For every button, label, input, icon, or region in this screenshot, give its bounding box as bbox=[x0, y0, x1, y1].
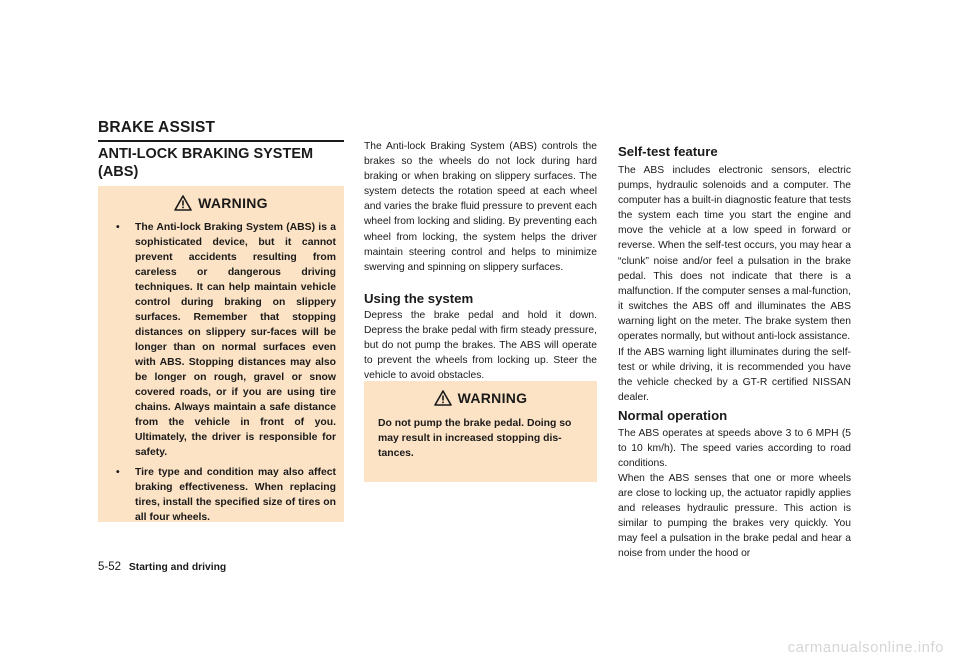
warning-text: Do not pump the brake pedal. Doing so may result in increased stopping dis-tances. bbox=[378, 418, 572, 459]
normal-operation-paragraph: The ABS operates at speeds above 3 to 6 MPH (5 to 10 km/h). The speed varies according to road conditions. bbox=[618, 428, 851, 470]
normal-operation-heading: Normal operation bbox=[618, 408, 728, 423]
warning-box bbox=[98, 186, 344, 522]
subsection-title: ANTI-LOCK BRAKING SYSTEM (ABS) bbox=[98, 146, 314, 180]
bullet-dot: • bbox=[116, 222, 120, 233]
abs-intro-paragraph: The Anti-lock Braking System (ABS) controls the brakes so the wheels do not lock during hard braking or when braking on slippery surfaces. The system detects the rotation speed at each wheel and varies the brake fluid pressure to prevent each wheel from locking and sliding. By preventing each wheel from locking, the system helps the driver maintain steering control and helps to minimize swerving and spinning on slippery surfaces. bbox=[364, 141, 597, 273]
using-system-paragraph: Depress the brake pedal and hold it down. Depress the brake pedal with firm steady pressure, but do not pump the brakes. The ABS will operate to prevent the wheels from locking up. Steer the vehicle to avoid obstacles. bbox=[364, 310, 597, 382]
warning-header bbox=[98, 195, 344, 211]
list-item bbox=[98, 465, 344, 525]
warning-item-text: The Anti-lock Braking System (ABS) is a sophisticated device, but it cannot prevent accidents resulting from careless or dangerous driving techniques. It can help maintain vehicle control during braking on slippery surfaces. Remember that stopping distances on slippery sur-faces will be longer than on normal surfaces even with ABS. Stopping distances may also be longer on rough, gravel or snow covered roads, or if you are using tire chains. Always maintain a safe distance from the vehicle in front of you. Ultimately, the driver is responsible for safety. bbox=[135, 222, 336, 458]
warning-list bbox=[98, 220, 344, 525]
section-title: BRAKE ASSIST bbox=[98, 119, 344, 142]
list-item bbox=[98, 220, 344, 460]
warning-box-2 bbox=[364, 381, 597, 482]
warning-item-text: Tire type and condition may also affect braking effectiveness. When replacing tires, install the specified size of tires on all four wheels. bbox=[135, 467, 336, 523]
page-number: 5-52 bbox=[98, 561, 122, 573]
footer-section-name: Starting and driving bbox=[128, 562, 227, 573]
self-test-paragraph: The ABS includes electronic sensors, electric pumps, hydraulic solenoids and a computer. The computer has a built-in diagnostic feature that tests the system each time you start the engine and move the vehicle at a low speed in forward or reverse. When the self-test occurs, you may hear a “clunk” noise and/or feel a pulsation in the brake pedal. This does not indicate that there is a malfunction. If the computer senses a mal-function, it switches the ABS off and illuminates the ABS warning light on the meter. The brake system then operates normally, but without anti-lock assistance. bbox=[618, 165, 851, 343]
page-footer bbox=[98, 561, 226, 573]
warning-triangle-icon bbox=[434, 390, 452, 406]
warning-heading: WARNING bbox=[198, 195, 268, 211]
warning-header bbox=[364, 390, 597, 406]
bullet-dot: • bbox=[116, 467, 120, 478]
self-test-heading: Self-test feature bbox=[618, 144, 718, 159]
warning-triangle-icon bbox=[174, 195, 192, 211]
warning-heading: WARNING bbox=[457, 390, 528, 406]
self-test-paragraph-2: If the ABS warning light illuminates during the self-test or while driving, it is recommended you have the vehicle checked by a GT-R certified NISSAN dealer. bbox=[618, 347, 851, 404]
normal-operation-paragraph-2: When the ABS senses that one or more wheels are close to locking up, the actuator rapidly applies and releases hydraulic pressure. This action is similar to pumping the brakes very quickly. You may feel a pulsation in the brake pedal and hear a noise from under the hood or bbox=[618, 473, 851, 560]
using-system-heading: Using the system bbox=[364, 291, 474, 306]
watermark: carmanualsonline.info bbox=[787, 639, 944, 656]
